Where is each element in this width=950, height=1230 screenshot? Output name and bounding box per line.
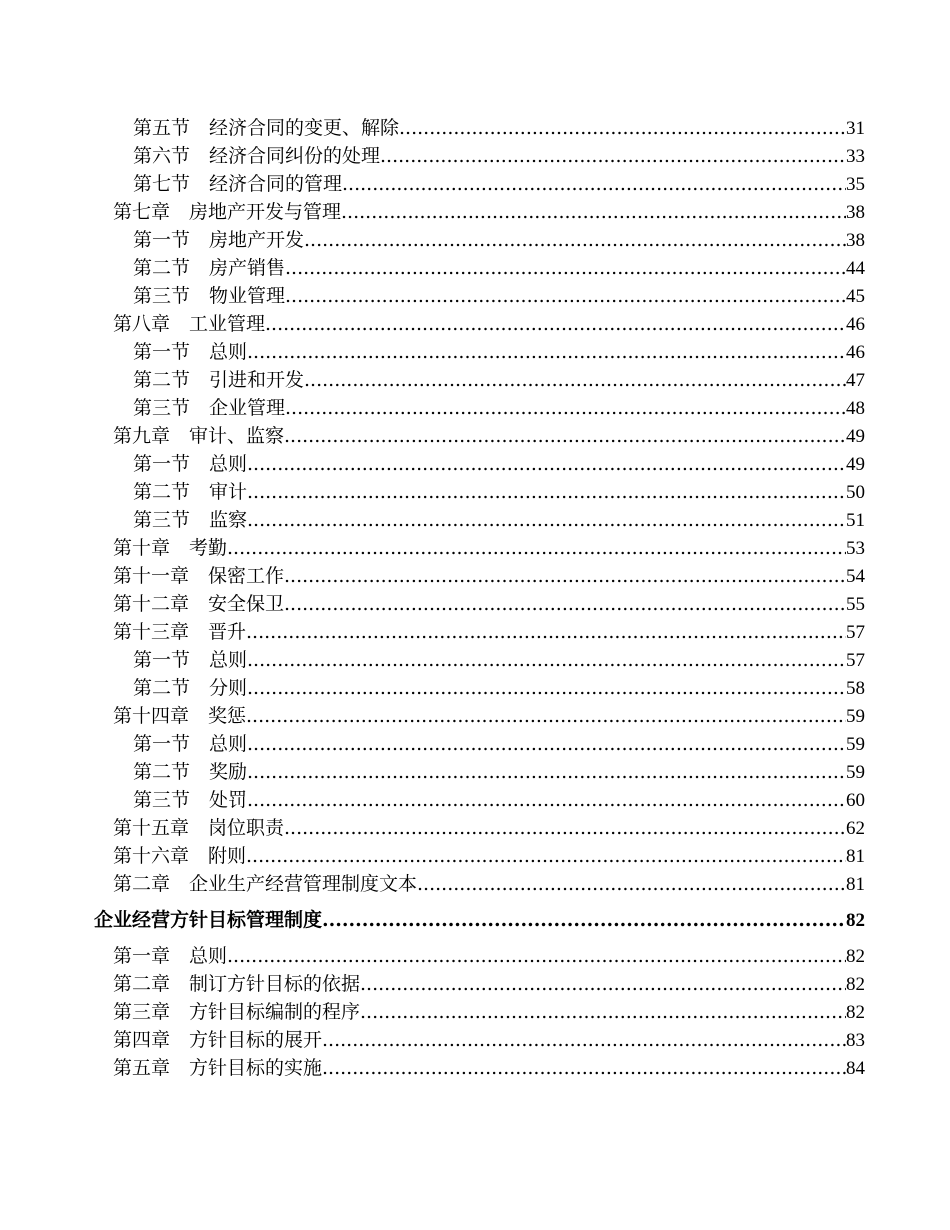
toc-entry-label: 第一章 总则 (113, 945, 228, 967)
toc-dot-leader (399, 114, 846, 142)
toc-page-number: 59 (846, 762, 865, 783)
toc-page-number: 46 (846, 342, 865, 363)
toc-page-number: 33 (846, 146, 865, 167)
toc-dot-leader (227, 942, 846, 970)
toc-section-entry[interactable] (0, 730, 950, 758)
toc-entry-label: 第三节 处罚 (133, 789, 248, 811)
toc-chapter-entry[interactable] (0, 618, 950, 646)
toc-page-number: 35 (846, 174, 865, 195)
toc-section-entry[interactable] (0, 394, 950, 422)
toc-page-number: 82 (846, 910, 865, 931)
toc-chapter-entry[interactable] (0, 1054, 950, 1082)
toc-dot-leader (341, 198, 846, 226)
toc-chapter-entry[interactable] (0, 422, 950, 450)
toc-chapter-entry[interactable] (0, 970, 950, 998)
toc-entry-label: 第五节 经济合同的变更、解除 (133, 117, 400, 139)
toc-dot-leader (342, 170, 846, 198)
toc-section-entry[interactable] (0, 478, 950, 506)
toc-dot-leader (227, 534, 846, 562)
toc-dot-leader (247, 338, 846, 366)
toc-page-number: 38 (846, 230, 865, 251)
toc-dot-leader (304, 366, 846, 394)
toc-entry-label: 第二节 引进和开发 (133, 369, 305, 391)
toc-chapter-entry[interactable] (0, 702, 950, 730)
toc-entry-label: 第三章 方针目标编制的程序 (113, 1001, 361, 1023)
toc-section-entry[interactable] (0, 450, 950, 478)
toc-heading-entry[interactable] (0, 906, 950, 934)
toc-entry-label: 第一节 总则 (133, 733, 248, 755)
toc-chapter-entry[interactable] (0, 534, 950, 562)
toc-entry-label: 第二章 制订方针目标的依据 (113, 973, 361, 995)
toc-dot-leader (246, 702, 846, 730)
toc-dot-leader (360, 970, 846, 998)
toc-page-number: 57 (846, 622, 865, 643)
toc-page-number: 81 (846, 846, 865, 867)
toc-entry-label: 第三节 监察 (133, 509, 248, 531)
toc-page-number: 48 (846, 398, 865, 419)
toc-page-number: 59 (846, 706, 865, 727)
toc-dot-leader (247, 758, 846, 786)
toc-page-number: 59 (846, 734, 865, 755)
toc-section-entry[interactable] (0, 254, 950, 282)
toc-section-entry[interactable] (0, 366, 950, 394)
toc-page-number: 49 (846, 454, 865, 475)
toc-page-number: 55 (846, 594, 865, 615)
toc-entry-label: 第二节 房产销售 (133, 257, 286, 279)
toc-dot-leader (247, 450, 846, 478)
toc-section-entry[interactable] (0, 282, 950, 310)
toc-dot-leader (285, 254, 846, 282)
toc-dot-leader (284, 590, 846, 618)
toc-entry-label: 第十三章 晋升 (113, 621, 247, 643)
toc-dot-leader (247, 506, 846, 534)
toc-dot-leader (247, 730, 846, 758)
toc-page-number: 47 (846, 370, 865, 391)
toc-entry-label: 第八章 工业管理 (113, 313, 266, 335)
toc-dot-leader (284, 814, 846, 842)
toc-page-number: 58 (846, 678, 865, 699)
toc-dot-leader (246, 842, 846, 870)
toc-page-number: 44 (846, 258, 865, 279)
toc-entry-label: 第二节 分则 (133, 677, 248, 699)
toc-entry-label: 第一节 总则 (133, 649, 248, 671)
toc-page-number: 51 (846, 510, 865, 531)
toc-entry-label: 第四章 方针目标的展开 (113, 1029, 323, 1051)
toc-dot-leader (360, 998, 846, 1026)
toc-entry-label: 第十六章 附则 (113, 845, 247, 867)
toc-entry-label: 第七章 房地产开发与管理 (113, 201, 342, 223)
toc-section-entry[interactable] (0, 786, 950, 814)
toc-section-entry[interactable] (0, 506, 950, 534)
toc-dot-leader (322, 1054, 846, 1082)
toc-entry-label: 第十一章 保密工作 (113, 565, 285, 587)
toc-dot-leader (304, 226, 846, 254)
toc-chapter-entry[interactable] (0, 998, 950, 1026)
toc-page-number: 82 (846, 946, 865, 967)
toc-section-entry[interactable] (0, 170, 950, 198)
toc-section-entry[interactable] (0, 226, 950, 254)
toc-page-number: 62 (846, 818, 865, 839)
toc-dot-leader (265, 310, 846, 338)
toc-chapter-entry[interactable] (0, 842, 950, 870)
toc-chapter-entry[interactable] (0, 942, 950, 970)
toc-entry-label: 第三节 物业管理 (133, 285, 286, 307)
toc-page-number: 82 (846, 974, 865, 995)
toc-chapter-entry[interactable] (0, 198, 950, 226)
toc-section-entry[interactable] (0, 142, 950, 170)
toc-dot-leader (247, 674, 846, 702)
toc-entry-label: 第一节 总则 (133, 341, 248, 363)
toc-section-entry[interactable] (0, 674, 950, 702)
toc-entry-label: 第二节 审计 (133, 481, 248, 503)
toc-chapter-entry[interactable] (0, 562, 950, 590)
toc-chapter-entry[interactable] (0, 870, 950, 898)
toc-dot-leader (246, 618, 846, 646)
toc-page-number: 84 (846, 1058, 865, 1079)
toc-dot-leader (284, 422, 846, 450)
toc-page-number: 46 (846, 314, 865, 335)
toc-dot-leader (322, 906, 846, 934)
toc-dot-leader (322, 1026, 846, 1054)
toc-dot-leader (285, 394, 846, 422)
toc-chapter-entry[interactable] (0, 814, 950, 842)
toc-chapter-entry[interactable] (0, 310, 950, 338)
toc-page-number: 82 (846, 1002, 865, 1023)
toc-dot-leader (285, 282, 846, 310)
toc-entry-label: 第七节 经济合同的管理 (133, 173, 343, 195)
toc-page-number: 31 (846, 118, 865, 139)
toc-entry-label: 企业经营方针目标管理制度 (94, 909, 323, 931)
toc-entry-label: 第九章 审计、监察 (113, 425, 285, 447)
toc-entry-label: 第二章 企业生产经营管理制度文本 (113, 873, 418, 895)
toc-page-number: 60 (846, 790, 865, 811)
toc-dot-leader (284, 562, 846, 590)
toc-page-number: 38 (846, 202, 865, 223)
toc-section-entry[interactable] (0, 646, 950, 674)
toc-section-entry[interactable] (0, 338, 950, 366)
toc-dot-leader (247, 478, 846, 506)
toc-dot-leader (247, 786, 846, 814)
toc-page-number: 57 (846, 650, 865, 671)
toc-page-number: 49 (846, 426, 865, 447)
toc-entry-label: 第六节 经济合同纠份的处理 (133, 145, 381, 167)
toc-page-number: 50 (846, 482, 865, 503)
toc-dot-leader (417, 870, 846, 898)
toc-page-number: 83 (846, 1030, 865, 1051)
toc-section-entry[interactable] (0, 758, 950, 786)
table-of-contents (0, 114, 950, 1082)
toc-entry-label: 第十四章 奖惩 (113, 705, 247, 727)
toc-chapter-entry[interactable] (0, 590, 950, 618)
toc-dot-leader (380, 142, 846, 170)
toc-page-number: 54 (846, 566, 865, 587)
toc-page-number: 45 (846, 286, 865, 307)
toc-entry-label: 第十二章 安全保卫 (113, 593, 285, 615)
toc-entry-label: 第十五章 岗位职责 (113, 817, 285, 839)
toc-dot-leader (247, 646, 846, 674)
toc-entry-label: 第三节 企业管理 (133, 397, 286, 419)
toc-entry-label: 第一节 总则 (133, 453, 248, 475)
toc-chapter-entry[interactable] (0, 1026, 950, 1054)
toc-page-number: 53 (846, 538, 865, 559)
toc-section-entry[interactable] (0, 114, 950, 142)
toc-entry-label: 第二节 奖励 (133, 761, 248, 783)
toc-page-number: 81 (846, 874, 865, 895)
toc-entry-label: 第十章 考勤 (113, 537, 228, 559)
toc-entry-label: 第一节 房地产开发 (133, 229, 305, 251)
toc-entry-label: 第五章 方针目标的实施 (113, 1057, 323, 1079)
